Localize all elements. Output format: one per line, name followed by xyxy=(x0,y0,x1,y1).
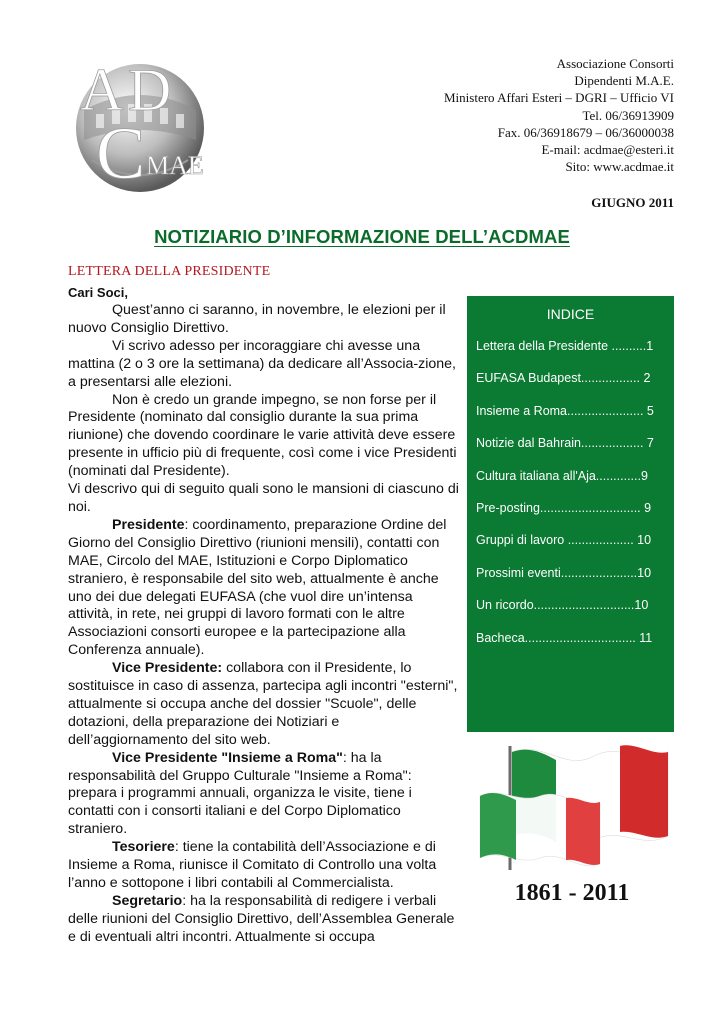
org-subname: Dipendenti M.A.E. xyxy=(574,73,674,89)
toc-item[interactable]: Prossimi eventi......................10 xyxy=(476,565,652,580)
letter-paragraph: Vi descrivo qui di seguito quali sono le mansioni di ciascuno di noi. xyxy=(68,481,459,515)
role-label: Segretario xyxy=(112,892,183,909)
role-paragraph xyxy=(68,839,460,893)
table-of-contents xyxy=(467,296,674,732)
role-paragraph xyxy=(68,750,460,840)
logo-letter-a: A xyxy=(80,57,124,123)
role-label: Vice Presidente: xyxy=(112,660,223,677)
role-description: collabora con il Presidente, lo sostituisce in caso di assenza, partecipa agli incontri "esterni", attualmente si occupa anche del dossier "Scuole", delle dotazioni, della preparazione dei Notiziari e dell’aggiornamento del sito web. xyxy=(68,660,458,748)
role-paragraph xyxy=(68,517,460,660)
toc-item[interactable]: EUFASA Budapest................. 2 xyxy=(476,371,651,386)
italian-flag-illustration xyxy=(470,738,674,878)
toc-item[interactable]: Pre-posting............................. 9 xyxy=(476,500,652,515)
role-label: Tesoriere xyxy=(112,839,175,856)
section-title: LETTERA DELLA PRESIDENTE xyxy=(68,264,271,279)
toc-title: INDICE xyxy=(546,306,595,322)
role-label: Presidente xyxy=(112,516,185,533)
letter-paragraph: Quest’anno ci saranno, in novembre, le elezioni per il nuovo Consiglio Direttivo. xyxy=(68,302,446,336)
newsletter-title: NOTIZIARIO D’INFORMAZIONE DELL’ACDMAE xyxy=(154,226,570,247)
logo-letter-c: C xyxy=(96,113,146,195)
role-description: : ha la responsabilità di redigere i verbali delle riunioni del Consiglio Direttivo, dell’Assemblea Generale e di eventuali altri incontri. Attualmente si occupa xyxy=(68,892,455,945)
toc-item[interactable]: Gruppi di lavoro ................... 10 xyxy=(476,533,652,548)
logo-letter-d: D xyxy=(128,57,172,123)
org-website[interactable]: Sito: www.acdmae.it xyxy=(565,159,674,175)
letter-greeting: Cari Soci, xyxy=(68,285,128,300)
role-description: : coordinamento, preparazione Ordine del Giorno del Consiglio Direttivo (riunioni mensili), contatti con MAE, Circolo del MAE, Istituzioni e Corpo Diplomatico straniero, è responsabile del sito web, attualmente è anche uno dei due delegati EUFASA (che vuol dire un’intensa attività, in rete, nei gruppi di lavoro formati con le altre Associazioni consorti europee e la partecipazione alla Conferenza annuale). xyxy=(68,516,447,659)
logo-letters-mae: MAE xyxy=(146,151,204,180)
letter-paragraph: Non è credo un grande impegno, se non forse per il Presidente (nominato dal consiglio durante la sua prima riunione) che dovendo coordinare le varie attività deve essere presente in ufficio più di frequente, così come i vice Presidenti (nominati dal Presidente). xyxy=(68,391,457,480)
toc-item[interactable]: Cultura italiana all'Aja.............9 xyxy=(476,468,648,483)
acdmae-logo xyxy=(62,40,214,200)
org-ministry: Ministero Affari Esteri – DGRI – Ufficio VI xyxy=(444,90,674,106)
role-description: : ha la responsabilità del Gruppo Culturale "Insieme a Roma": prepara i programmi annuali, organizza le visite, tiene i contatti con i consorti italiani e del Corpo Diplomatico straniero. xyxy=(68,749,412,838)
org-fax: Fax. 06/36918679 – 06/36000038 xyxy=(497,124,674,140)
role-label: Vice Presidente "Insieme a Roma" xyxy=(112,749,343,766)
issue-date: GIUGNO 2011 xyxy=(591,195,674,210)
org-phone: Tel. 06/36913909 xyxy=(582,107,674,123)
toc-item[interactable]: Insieme a Roma...................... 5 xyxy=(476,403,654,418)
org-email[interactable]: E-mail: acdmae@esteri.it xyxy=(541,142,674,158)
header-contact-block xyxy=(354,55,674,175)
role-paragraph xyxy=(68,660,460,750)
letter-paragraph: Vi scrivo adesso per incoraggiare chi avesse una mattina (2 o 3 ore la settimana) da dedicare all’Associa-zione, a presentarsi alle elezioni. xyxy=(68,337,456,390)
role-description: : tiene la contabilità dell’Associazione e di Insieme a Roma, riunisce il Comitato di Controllo una volta l’anno e sottopone i libri contabili al Commercialista. xyxy=(68,839,437,891)
letter-body xyxy=(68,302,460,947)
toc-item[interactable]: Notizie dal Bahrain.................. 7 xyxy=(476,436,654,451)
role-paragraph xyxy=(68,893,460,947)
toc-item[interactable]: Un ricordo.............................10 xyxy=(476,598,649,613)
org-name: Associazione Consorti xyxy=(556,56,674,71)
toc-item[interactable]: Bacheca................................ 11 xyxy=(476,630,653,645)
anniversary-caption: 1861 - 2011 xyxy=(514,880,630,906)
toc-item[interactable]: Lettera della Presidente ..........1 xyxy=(476,339,654,353)
